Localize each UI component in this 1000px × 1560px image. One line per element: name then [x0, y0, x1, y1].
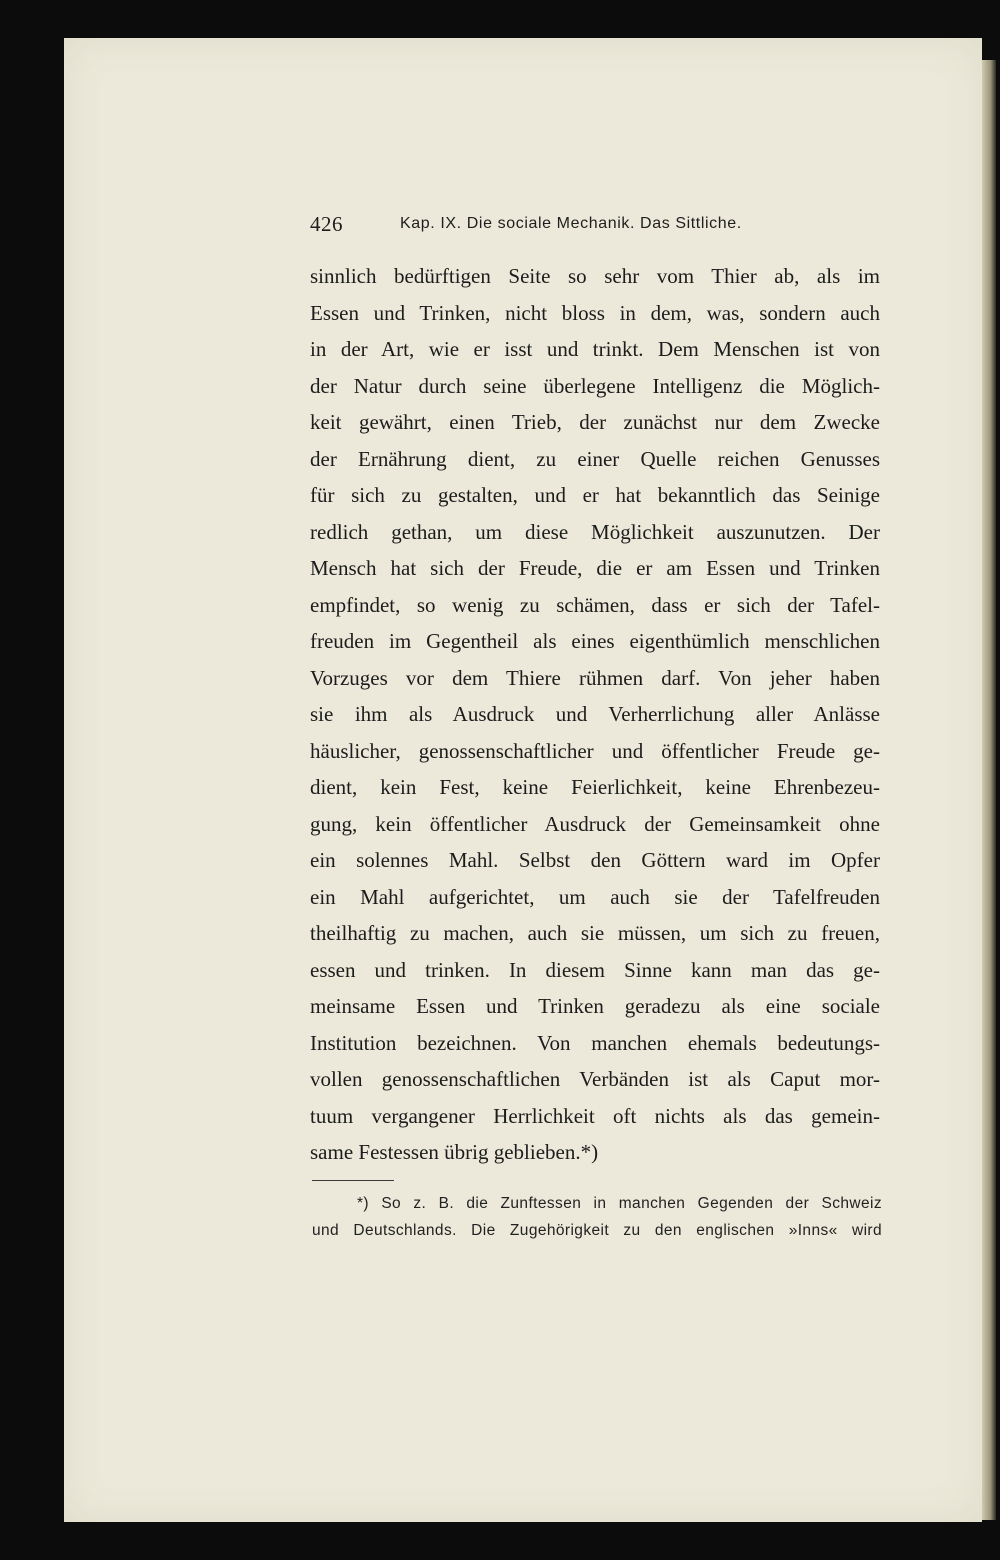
text-line: sinnlich bedürftigen Seite so sehr vom Thier ab, als im	[310, 264, 880, 288]
text-line: in der Art, wie er isst und trinkt. Dem Menschen ist von	[310, 337, 880, 361]
text-line: meinsame Essen und Trinken geradezu als eine sociale	[310, 994, 880, 1018]
text-line: Mensch hat sich der Freude, die er am Essen und Trinken	[310, 556, 880, 580]
text-line: tuum vergangener Herrlichkeit oft nichts als das gemein-	[310, 1103, 880, 1128]
footnotes	[312, 1190, 882, 1244]
text-line: sie ihm als Ausdruck und Verherrlichung aller Anlässe	[310, 702, 880, 726]
running-head: Kap. IX. Die sociale Mechanik. Das Sittliche.	[400, 215, 742, 232]
text-line: redlich gethan, um diese Möglichkeit auszunutzen. Der	[310, 519, 880, 544]
text-line: Vorzuges vor dem Thiere rühmen darf. Von jeher haben	[310, 665, 880, 690]
text-line: essen und trinken. In diesem Sinne kann man das ge-	[310, 957, 880, 982]
text-line: häuslicher, genossenschaftlicher und öffentlicher Freude ge-	[310, 738, 880, 763]
page-edge	[982, 60, 996, 1520]
page-header	[310, 212, 880, 242]
text-line: same Festessen übrig geblieben.*)	[310, 1140, 599, 1164]
text-line: für sich zu gestalten, und er hat bekanntlich das Seinige	[310, 483, 880, 507]
text-line: Institution bezeichnen. Von manchen ehemals bedeutungs-	[310, 1030, 880, 1055]
footnote-rule	[312, 1180, 394, 1181]
text-line: empfindet, so wenig zu schämen, dass er sich der Tafel-	[310, 592, 880, 617]
text-line: dient, kein Fest, keine Feierlichkeit, keine Ehrenbezeu-	[310, 775, 880, 799]
text-line: der Ernährung dient, zu einer Quelle reichen Genusses	[310, 446, 880, 471]
text-line: ein Mahl aufgerichtet, um auch sie der Tafelfreuden	[310, 884, 880, 909]
text-line: Essen und Trinken, nicht bloss in dem, was, sondern auch	[310, 300, 880, 325]
text-line: freuden im Gegentheil als eines eigenthümlich menschlichen	[310, 629, 880, 653]
text-line: gung, kein öffentlicher Ausdruck der Gemeinsamkeit ohne	[310, 811, 880, 836]
text-line: der Natur durch seine überlegene Intelligenz die Möglich-	[310, 373, 880, 398]
text-line: ein solennes Mahl. Selbst den Göttern ward im Opfer	[310, 848, 880, 872]
page-number: 426	[310, 212, 343, 236]
text-line: vollen genossenschaftlichen Verbänden ist als Caput mor-	[310, 1067, 880, 1091]
footnote-line: und Deutschlands. Die Zugehörigkeit zu den englischen »Inns« wird	[312, 1222, 882, 1239]
body-text	[310, 258, 880, 1171]
text-line: theilhaftig zu machen, auch sie müssen, um sich zu freuen,	[310, 921, 880, 945]
text-line: keit gewährt, einen Trieb, der zunächst nur dem Zwecke	[310, 410, 880, 434]
footnote-line: *) So z. B. die Zunftessen in manchen Gegenden der Schweiz	[357, 1195, 882, 1212]
